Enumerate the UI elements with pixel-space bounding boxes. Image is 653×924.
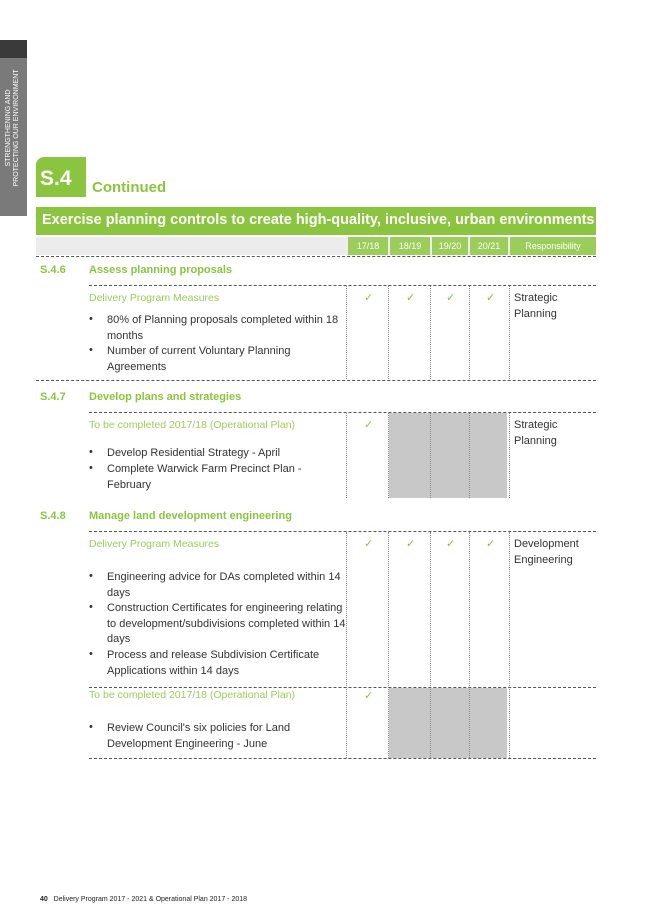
bullet-icon: •: [89, 570, 93, 582]
operational-plan-label: To be completed 2017/18 (Operational Plan): [89, 419, 296, 431]
column-line: [388, 532, 389, 758]
section-number: S.4.7: [40, 391, 66, 403]
side-tab-marker: [0, 40, 27, 58]
list-item: Engineering advice for DAs completed within 14 days: [107, 571, 341, 599]
section-title: Manage land development engineering: [89, 510, 292, 522]
col-header-y3: 19/20: [432, 237, 468, 255]
bullet-icon: •: [89, 462, 93, 474]
column-line: [509, 532, 510, 758]
bullet-icon: •: [89, 648, 93, 660]
column-line: [430, 532, 431, 758]
column-line: [469, 532, 470, 758]
section-title: Develop plans and strategies: [89, 391, 242, 403]
section-number: S.4.6: [40, 264, 66, 276]
divider: [36, 256, 596, 257]
check-icon: ✓: [486, 538, 496, 550]
side-tab-line2: PROTECTING OUR ENVIRONMENT: [13, 69, 20, 187]
check-icon: ✓: [364, 419, 374, 431]
inactive-years-shading: [389, 688, 507, 758]
page-number: 40: [40, 896, 48, 903]
col-header-responsibility: Responsibility: [510, 237, 596, 255]
column-line: [469, 286, 470, 379]
inactive-years-shading: [389, 413, 507, 498]
col-header-y2: 18/19: [390, 237, 430, 255]
column-line: [509, 413, 510, 498]
continued-label: Continued: [92, 179, 167, 196]
check-icon: ✓: [486, 292, 496, 304]
check-icon: ✓: [364, 690, 374, 702]
section-badge-label: S.4: [40, 167, 72, 190]
check-icon: ✓: [364, 292, 374, 304]
list-item: Review Council's six policies for Land Development Engineering - June: [107, 722, 291, 750]
responsibility: Strategic Planning: [514, 419, 558, 447]
col-header-y1: 17/18: [348, 237, 388, 255]
bullet-icon: •: [89, 446, 93, 458]
section-number: S.4.8: [40, 510, 66, 522]
footer-text: Delivery Program 2017 - 2021 & Operational Plan 2017 - 2018: [53, 896, 248, 903]
column-line: [388, 286, 389, 379]
divider: [89, 758, 596, 759]
measures-label: Delivery Program Measures: [89, 292, 220, 304]
divider: [89, 285, 596, 286]
check-icon: ✓: [406, 292, 416, 304]
bullet-icon: •: [89, 344, 93, 356]
check-icon: ✓: [446, 292, 456, 304]
bullet-icon: •: [89, 601, 93, 613]
bullet-icon: •: [89, 721, 93, 733]
divider: [89, 412, 596, 413]
check-icon: ✓: [406, 538, 416, 550]
list-item: Process and release Subdivision Certificate Applications within 14 days: [107, 649, 320, 677]
list-item: Construction Certificates for engineering relating to development/subdivisions completed within 14 days: [107, 602, 346, 645]
responsibility: Development Engineering: [514, 538, 579, 566]
side-tab-line1: STRENGTHENING AND: [5, 89, 12, 167]
column-line: [509, 286, 510, 379]
bullet-icon: •: [89, 313, 93, 325]
responsibility: Strategic Planning: [514, 292, 558, 320]
side-tab-label: [5, 69, 21, 186]
list-item: 80% of Planning proposals completed within 18 months: [107, 314, 339, 342]
column-line: [388, 413, 389, 498]
divider: [36, 380, 596, 381]
check-icon: ✓: [446, 538, 456, 550]
divider: [89, 687, 596, 688]
banner-title: Exercise planning controls to create high-quality, inclusive, urban environments: [42, 212, 595, 228]
column-line: [430, 286, 431, 379]
check-icon: ✓: [364, 538, 374, 550]
list-item: Number of current Voluntary Planning Agreements: [107, 345, 291, 373]
list-item: Develop Residential Strategy - April: [107, 447, 281, 459]
col-header-y4: 20/21: [470, 237, 508, 255]
column-line: [469, 413, 470, 498]
section-title: Assess planning proposals: [89, 264, 233, 276]
column-line: [430, 413, 431, 498]
footer: [40, 896, 247, 903]
divider: [89, 531, 596, 532]
operational-plan-label: To be completed 2017/18 (Operational Plan): [89, 689, 296, 701]
list-item: Complete Warwick Farm Precinct Plan - February: [107, 463, 302, 491]
measures-label: Delivery Program Measures: [89, 538, 220, 550]
